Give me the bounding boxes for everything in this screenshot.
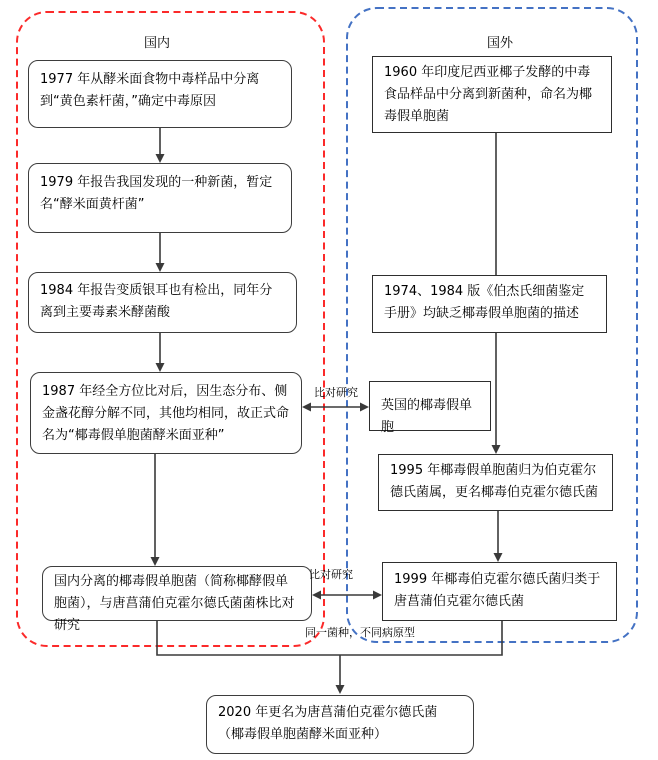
same-species-label: 同一菌种，不同病原型 [305,626,415,639]
foreign-step-1974: 1974、1984 版《伯杰氏细菌鉴定手册》均缺乏椰毒假单胞菌的描述 [372,275,607,333]
domestic-step-1987: 1987 年经全方位比对后，因生态分布、侧金盏花醇分解不同，其他均相同，故正式命名为“椰毒假单胞菌酵米面亚种” [30,372,302,454]
conclusion-2020: 2020 年更名为唐菖蒲伯克霍尔德氏菌（椰毒假单胞菌酵米面亚种） [206,695,474,754]
foreign-title: 国外 [486,36,513,51]
domestic-step-1984: 1984 年报告变质银耳也有检出，同年分离到主要毒素米酵菌酸 [28,272,297,333]
foreign-step-1960: 1960 年印度尼西亚椰子发酵的中毒食品样品中分离到新菌种，命名为椰毒假单胞菌 [372,56,612,133]
compare-study-label-1: 比对研究 [314,386,358,399]
foreign-step-1995: 1995 年椰毒假单胞菌归为伯克霍尔德氏菌属，更名椰毒伯克霍尔德氏菌 [378,454,613,511]
domestic-step-1977: 1977 年从酵米面食物中毒样品中分离到“黄色素杆菌，”确定中毒原因 [28,60,292,128]
domestic-title: 国内 [143,36,170,51]
domestic-step-1979: 1979 年报告我国发现的一种新菌，暂定名“酵米面黄杆菌” [28,163,292,233]
foreign-step-1999: 1999 年椰毒伯克霍尔德氏菌归类于唐菖蒲伯克霍尔德氏菌 [382,562,617,621]
compare-study-label-2: 比对研究 [309,568,353,581]
foreign-step-uk: 英国的椰毒假单胞 [369,381,491,431]
domestic-step-compare: 国内分离的椰毒假单胞菌（简称椰酵假单胞菌），与唐菖蒲伯克霍尔德氏菌菌株比对研究 [42,566,312,621]
